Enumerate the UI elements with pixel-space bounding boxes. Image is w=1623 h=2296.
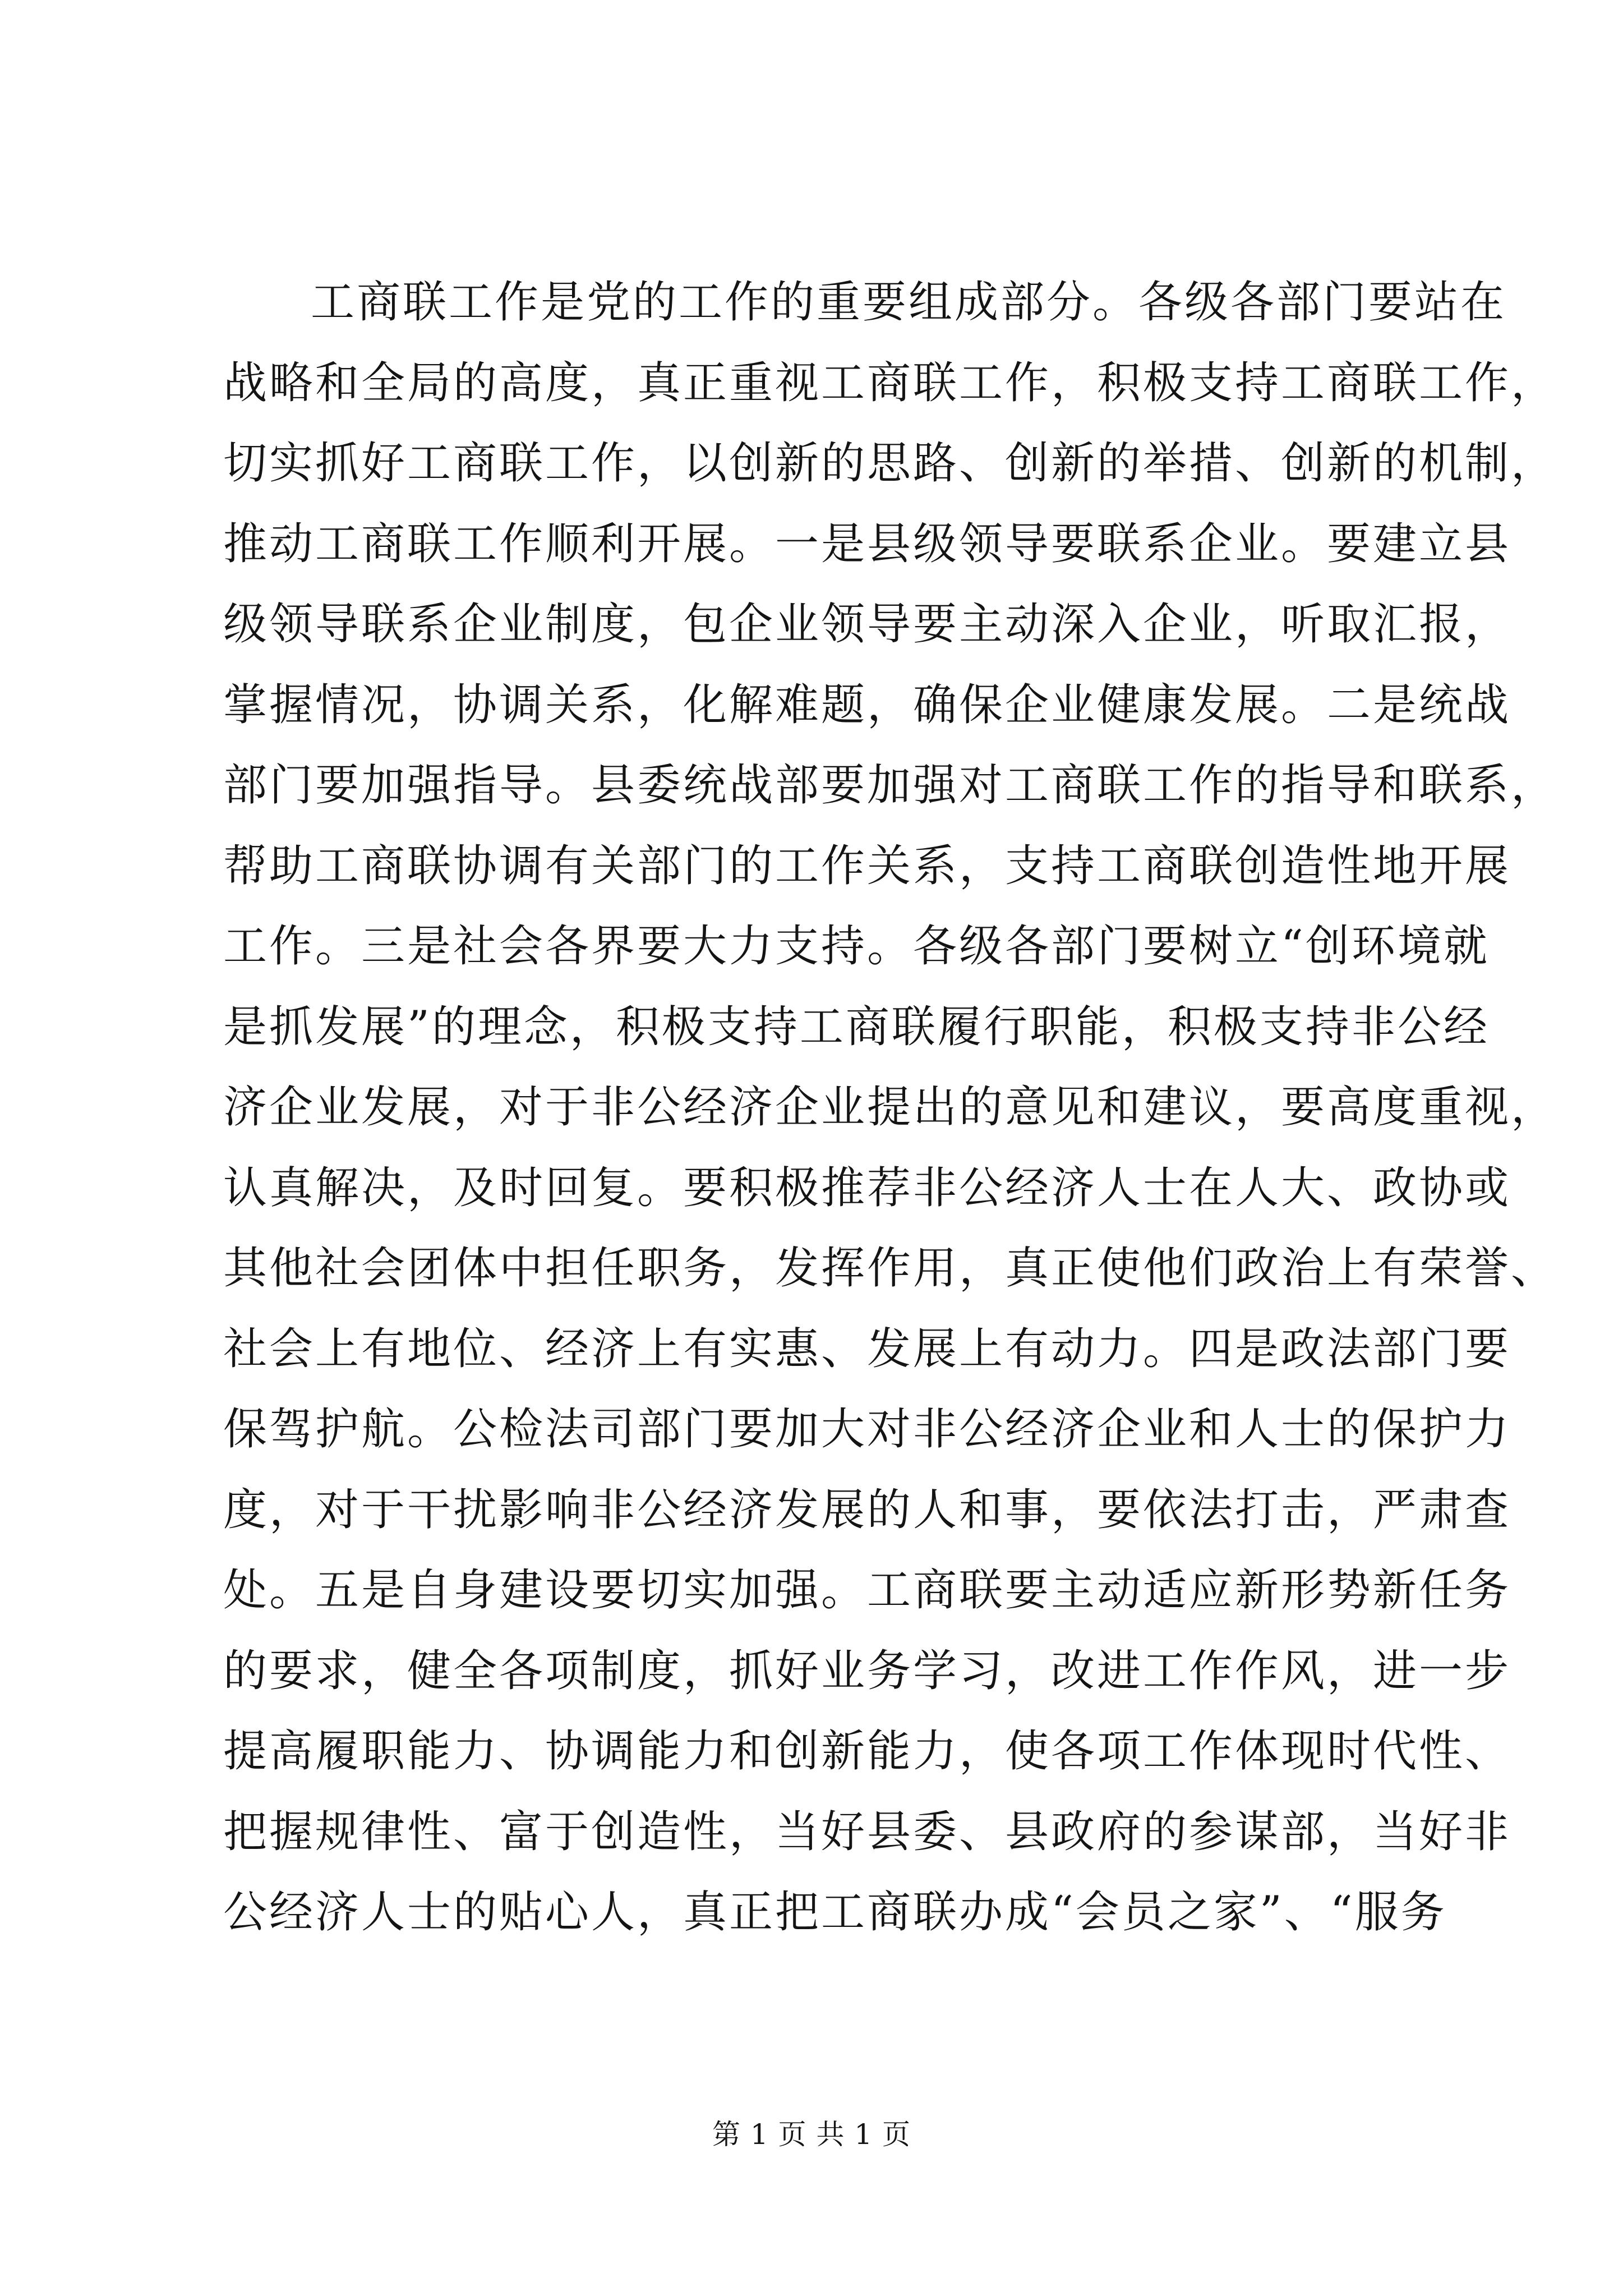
paragraph-line: 部门要加强指导。县委统战部要加强对工商联工作的指导和联系， (223, 760, 1557, 811)
paragraph-line: 帮助工商联协调有关部门的工作关系，支持工商联创造性地开展 (223, 840, 1511, 891)
paragraph-line: 的要求，健全各项制度，抓好业务学习，改进工作作风，进一步 (223, 1645, 1511, 1696)
paragraph-line: 保驾护航。公检法司部门要加大对非公经济企业和人士的保护力 (223, 1404, 1511, 1455)
paragraph-line: 济企业发展，对于非公经济企业提出的意见和建议，要高度重视， (223, 1082, 1557, 1133)
paragraph-line: 公经济人士的贴心人，真正把工商联办成“会员之家”、“服务 (223, 1887, 1447, 1938)
paragraph-line: 提高履职能力、协调能力和创新能力，使各项工作体现时代性、 (223, 1726, 1511, 1777)
paragraph-line: 掌握情况，协调关系，化解难题，确保企业健康发展。二是统战 (223, 679, 1511, 730)
paragraph-line: 认真解决，及时回复。要积极推荐非公经济人士在人大、政协或 (223, 1162, 1511, 1213)
paragraph-line: 把握规律性、富于创造性，当好县委、县政府的参谋部，当好非 (223, 1806, 1511, 1857)
paragraph-line: 级领导联系企业制度，包企业领导要主动深入企业，听取汇报， (223, 599, 1511, 650)
paragraph-line: 战略和全局的高度，真正重视工商联工作，积极支持工商联工作， (223, 357, 1557, 408)
paragraph-line: 工商联工作是党的工作的重要组成部分。各级各部门要站在 (311, 277, 1507, 328)
paragraph-line: 社会上有地位、经济上有实惠、发展上有动力。四是政法部门要 (223, 1323, 1511, 1374)
paragraph-line: 其他社会团体中担任职务，发挥作用，真正使他们政治上有荣誉、 (223, 1243, 1557, 1294)
paragraph-line: 切实抓好工商联工作，以创新的思路、创新的举措、创新的机制， (223, 438, 1557, 489)
paragraph-line: 工作。三是社会各界要大力支持。各级各部门要树立“创环境就 (223, 921, 1490, 972)
page-number-footer: 第 1 页 共 1 页 (712, 2118, 911, 2151)
paragraph-line: 度，对于干扰影响非公经济发展的人和事，要依法打击，严肃查 (223, 1484, 1511, 1535)
paragraph-line: 处。五是自身建设要切实加强。工商联要主动适应新形势新任务 (223, 1565, 1511, 1616)
paragraph-line: 推动工商联工作顺利开展。一是县级领导要联系企业。要建立县 (223, 518, 1511, 569)
paragraph-line: 是抓发展”的理念，积极支持工商联履行职能，积极支持非公经 (223, 1001, 1490, 1052)
body-paragraph (223, 263, 1557, 1953)
